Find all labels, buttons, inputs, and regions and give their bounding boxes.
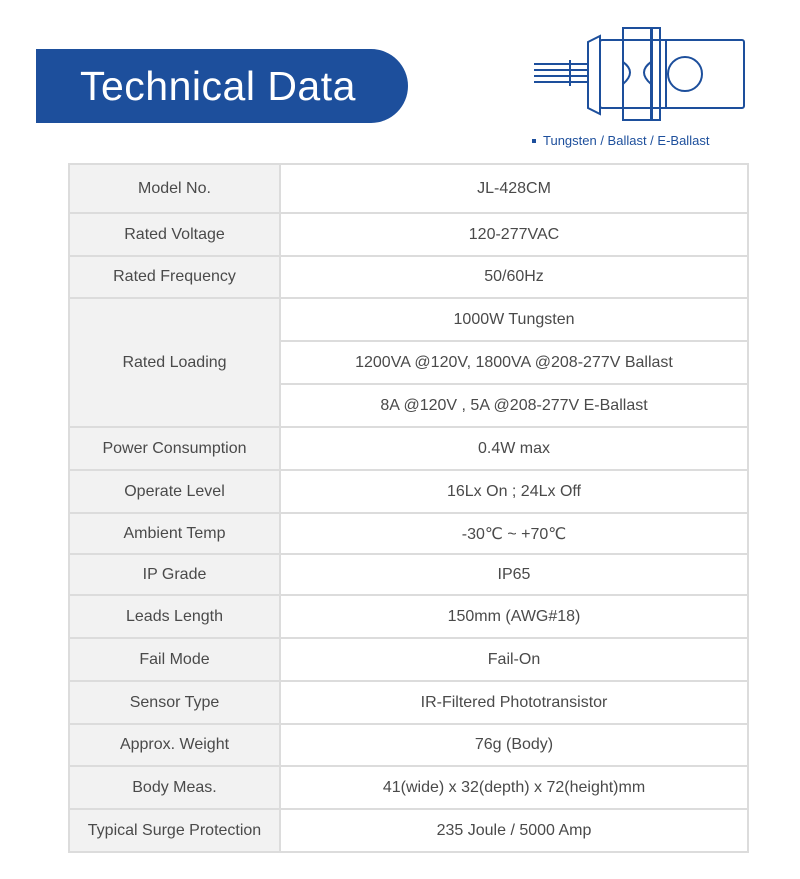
spec-value: JL-428CM	[280, 164, 748, 213]
spec-value: 76g (Body)	[280, 724, 748, 766]
spec-label: Body Meas.	[69, 766, 280, 809]
table-row	[69, 595, 748, 638]
table-row	[69, 470, 748, 513]
table-row	[69, 724, 748, 766]
table-row	[69, 554, 748, 595]
table-row	[69, 513, 748, 554]
page-title: Technical Data	[80, 62, 356, 109]
spec-label: Power Consumption	[69, 427, 280, 470]
table-row	[69, 638, 748, 681]
spec-table	[68, 163, 749, 853]
spec-label: Rated Loading	[69, 298, 280, 427]
spec-label: Ambient Temp	[69, 513, 280, 554]
table-row	[69, 164, 748, 213]
load-types-text: Tungsten / Ballast / E-Ballast	[543, 133, 710, 148]
spec-value: 8A @120V , 5A @208-277V E-Ballast	[280, 384, 748, 427]
photocell-device-icon	[530, 22, 752, 122]
title-banner	[36, 49, 408, 123]
table-row	[69, 681, 748, 724]
table-row	[69, 766, 748, 809]
spec-value: IP65	[280, 554, 748, 595]
spec-value: 50/60Hz	[280, 256, 748, 298]
spec-label: Model No.	[69, 164, 280, 213]
spec-value: 16Lx On ; 24Lx Off	[280, 470, 748, 513]
spec-value: -30℃ ~ +70℃	[280, 513, 748, 554]
spec-value: 235 Joule / 5000 Amp	[280, 809, 748, 852]
spec-label: IP Grade	[69, 554, 280, 595]
spec-value: 1200VA @120V, 1800VA @208-277V Ballast	[280, 341, 748, 384]
spec-label: Approx. Weight	[69, 724, 280, 766]
spec-label: Operate Level	[69, 470, 280, 513]
table-row	[69, 213, 748, 256]
spec-value: 1000W Tungsten	[280, 298, 748, 341]
spec-value: 0.4W max	[280, 427, 748, 470]
table-row	[69, 427, 748, 470]
spec-value: Fail-On	[280, 638, 748, 681]
table-row	[69, 256, 748, 298]
table-row	[69, 298, 748, 341]
spec-label: Leads Length	[69, 595, 280, 638]
spec-value: IR-Filtered Phototransistor	[280, 681, 748, 724]
spec-value: 150mm (AWG#18)	[280, 595, 748, 638]
load-types-caption	[530, 133, 748, 148]
bullet-icon	[532, 139, 536, 143]
spec-value: 120-277VAC	[280, 213, 748, 256]
spec-label: Sensor Type	[69, 681, 280, 724]
spec-value: 41(wide) x 32(depth) x 72(height)mm	[280, 766, 748, 809]
spec-label: Rated Voltage	[69, 213, 280, 256]
spec-label: Fail Mode	[69, 638, 280, 681]
spec-label: Typical Surge Protection	[69, 809, 280, 852]
table-row	[69, 809, 748, 852]
spec-label: Rated Frequency	[69, 256, 280, 298]
